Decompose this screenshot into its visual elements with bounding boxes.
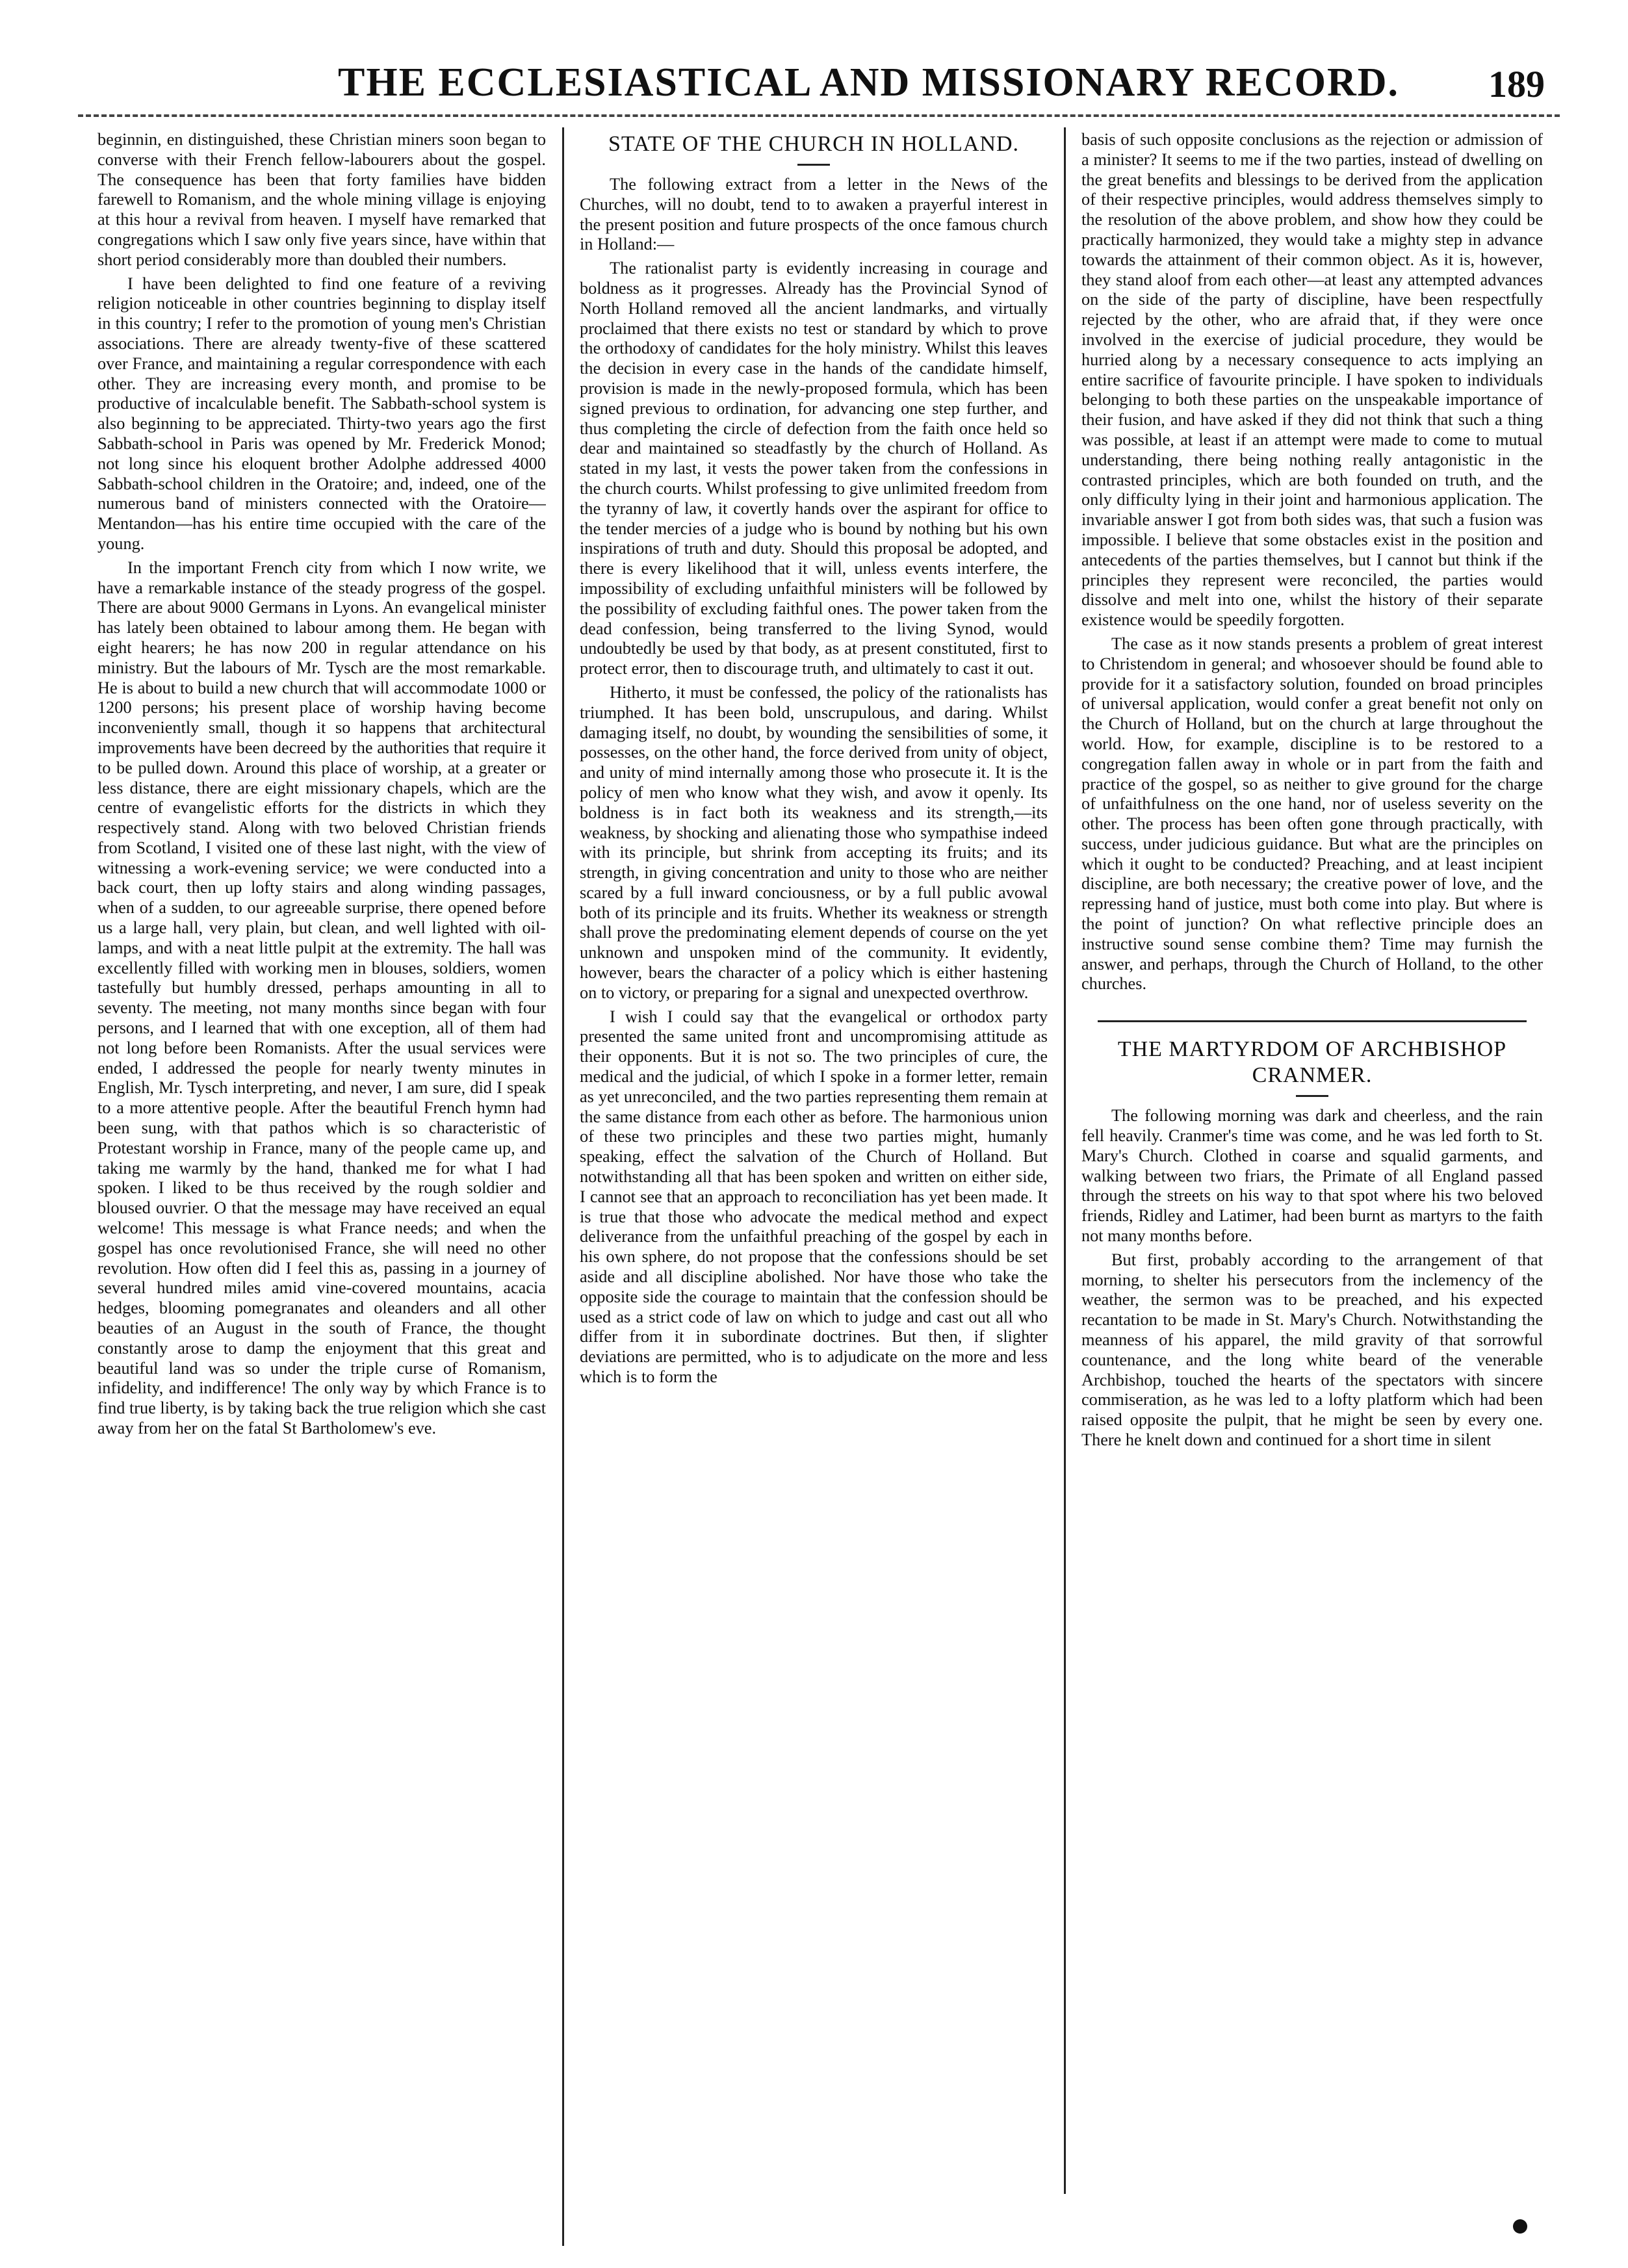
header-rule [78,114,1560,117]
column-left [97,130,546,2236]
paragraph: I have been delighted to find one feature of a reviving religion noticeable in other countries beginning to display itself in this country; I refer to the promotion of young men's Christian associations. There are already twenty-five of these scattered over France, and maintaining a regular correspondence with each other. They are increasing every month, and promise to be productive of incalculable benefit. The Sabbath-school system is also beginning to be appreciated. Thirty-two years ago the first Sabbath-school in Paris was opened by Mr. Frederick Monod; not long since his eloquent brother Adolphe addressed 4000 Sabbath-school children in the Oratoire; and, indeed, one of the numerous band of ministers connected with the Oratoire—Mentandon—has his entire time occupied with the care of the young. [97,274,546,553]
running-title: THE ECCLESIASTICAL AND MISSIONARY RECORD. [338,60,1400,105]
paragraph: But first, probably according to the arrangement of that morning, to shelter his persecutors from the inclemency of the weather, the sermon was to be preached, and his expected recantation to be made in St. Mary's Church. Notwithstanding the meanness of his apparel, the mild gravity of that sorrowful countenance, and the long white beard of the venerable Archbishop, touched the hearts of the spectators with sincere commiseration, as he was led to a lofty platform which had been raised opposite the pulpit, that he might be seen by every one. There he knelt down and continued for a short time in silent [1081,1250,1543,1450]
heading-rule [797,164,830,166]
paragraph: The case as it now stands presents a problem of great interest to Christendom in general; and whosoever should be found able to provide for it a satisfactory solution, founded on broad principles of universal application, would confer a great benefit not only on the Church of Holland, but on the church at large throughout the world. How, for example, discipline is to be restored to a congregation fallen away in whole or in part from the faith and practice of the gospel, so as neither to give ground for the charge of unfaithfulness on the one hand, nor of useless severity on the other. The process has been often gone through practically, with success, under judicious guidance. But what are the principles on which it ought to be conducted? Preaching, and at least incipient discipline, are both necessary; the creative power of love, and the repressing hand of justice, must both come into play. But where is the point of junction? On what reflective principle does an instructive sound sense combine them? Time may furnish the answer, and perhaps, through the Church of Holland, to the other churches. [1081,634,1543,994]
heading-rule [1296,1095,1328,1097]
column-rule-right [1064,127,1066,2194]
column-rule-left [562,127,564,2246]
paragraph: basis of such opposite conclusions as the rejection or admission of a minister? It seems to me if the two parties, instead of dwelling on the great benefits and blessings to be derived from the application of their respective principles, would address themselves simply to the resolution of the above problem, and show how they could be practically harmonized, they would take a mighty step in advance towards the attainment of their common object. As it is, however, they stand aloof from each other—at least any attempted advances on the side of the party of discipline, have been respectfully rejected by the other, who are afraid that, if they were once involved in the exercise of judicial procedure, they would be hurried along by a necessary consequence to acts implying an entire sacrifice of favourite principle. I have spoken to individuals belonging to both these parties on the unspeakable importance of their fusion, and have asked if they did not think that such a thing was possible, at least if an attempt were made to come to mutual understanding, there being nothing really antagonistic in the contrasted principles, which are both founded on truth, and the only difficulty lying in their joint and harmonious application. The invariable answer I got from both sides was, that such a fusion was impossible. I believe that some obstacles exist in the position and antecedents of the parties themselves, but I cannot but think if the principles they represent were reconciled, the parties would dissolve and melt into one, whilst the history of their separate existence would be speedily forgotten. [1081,130,1543,630]
paragraph: The rationalist party is evidently increasing in courage and boldness as it progresses. Already has the Provincial Synod of North Holland removed all the ancient landmarks, and virtually proclaimed that there exists no test or standard by which to prove the orthodoxy of candidates for the holy ministry. Whilst this leaves the decision in every case in the hands of the candidate himself, provision is made in the newly-proposed formula, which has been signed previous to ordination, for advancing one step further, and thus completing the circle of defection from the faith once held so dear and maintained so steadfastly by the church of Holland. As stated in my last, it vests the power taken from the confessions in the church courts. Whilst professing to give unlimited freedom from the tyranny of law, it covertly hands over the aspirant for office to the tender mercies of a judge who is bound by nothing but his own inspirations of truth and duty. Should this proposal be adopted, and there is every likelihood that it will, unless events interfere, the impossibility of excluding unfaithful ministers will be followed by the possibility of excluding faithful ones. The power taken from the dead confession, being transferred to the living Synod, would undoubtedly be used by that body, as at present constituted, first to protect error, then to discourage truth, and ultimately to cast it out. [580,259,1048,678]
article-heading-holland: STATE OF THE CHURCH IN HOLLAND. [608,132,1020,156]
paragraph: I wish I could say that the evangelical or orthodox party presented the same united front and uncompromising attitude as their opponents. But it is not so. The two principles of cure, the medical and the judicial, of which I spoke in a former letter, remain as yet unreconciled, and the two parties representing them remain at the same distance from each other as before. The harmonious union of these two principles and these two parties might, humanly speaking, effect the salvation of the Church of Holland. But notwithstanding all that has been spoken and written on either side, I cannot see that an approach to reconciliation has yet been made. It is true that those who advocate the medical method and expect deliverance from the unfaithful preaching of the gospel by each in his own sphere, do not propose that the confessions should be set aside and all discipline abolished. Nor have those who take the opposite side the courage to maintain that the confession should be used as a strict code of law on which to judge and cast out all who differ from it in subordinate doctrines. But then, if slighter deviations are permitted, who is to adjudicate on the more and less which is to form the [580,1007,1048,1387]
column-right [1081,130,1543,2236]
paragraph: The following extract from a letter in the News of the Churches, will no doubt, tend to to awaken a prayerful interest in the present position and future prospects of the once famous church in Holland:— [580,175,1048,254]
paragraph: In the important French city from which I now write, we have a remarkable instance of the steady progress of the gospel. There are about 9000 Germans in Lyons. An evangelical minister has lately been obtained to labour among them. He began with eight hearers; he has now 200 in regular attendance on his ministry. But the labours of Mr. Tysch are the most remarkable. He is about to build a new church that will accommodate 1000 or 1200 persons; his present place of worship having become inconveniently small, though it so happens that architectural improvements have been decreed by the authorities that require it to be pulled down. Around this place of worship, at a greater or less distance, there are eight missionary chapels, which are the centre of evangelistic efforts for the districts in which they respectively stand. Along with two beloved Christian friends from Scotland, I visited one of these last night, with the view of witnessing a work-evening service; we were conducted into a back court, then up lofty stairs and along winding passages, when of a sudden, to our agreeable surprise, there opened before us a large hall, very plain, but clean, and well lighted with oil-lamps, and with a neat little pulpit at the extremity. The hall was excellently filled with working men in blouses, soldiers, women tastefully but humbly dressed, perhaps amounting in all to seventy. The meeting, not many months since began with four persons, and I learned that with one exception, all of them had not long before been Romanists. After the usual services were ended, I addressed the people for nearly twenty minutes in English, Mr. Tysch interpreting, and never, I am sure, did I speak to a more attentive people. After the beautiful French hymn had been sung, with that pathos which is so characteristic of Protestant worship in France, many of the people came up, and taking me warmly by the hand, thanked me for what I had spoken. I liked to be thus received by the rough soldier and bloused ouvrier. O that the message may have received an equal welcome! This message is what France needs; and when the gospel has once revolutionised France, she will need no other revolution. How often did I feel this as, passing in a journey of several hundred miles amid vine-covered mountains, acacia hedges, blooming pomegranates and oleanders and all other beauties of an August in the south of France, the thought constantly arose to damp the enjoyment that this great and beautiful land was so under the triple curse of Romanism, infidelity, and indifference! The only way by which France is to find true liberty, is by taking back the true religion which she cast away from her on the fatal St Bartholomew's eve. [97,558,546,1437]
ink-blot [1513,2219,1527,2234]
column-middle [580,130,1048,2236]
paragraph: beginnin, en distinguished, these Christian miners soon began to converse with their French fellow-labourers about the gospel. The consequence has been that forty families have bidden farewell to Romanism, and the whole mining village is enjoying at this hour a revival from heaven. I myself have remarked that congregations which I saw only five years since, have within that short period considerably more than doubled their numbers. [97,130,546,269]
section-rule [1098,1020,1527,1022]
paragraph: The following morning was dark and cheerless, and the rain fell heavily. Cranmer's time was come, and he was led forth to St. Mary's Church. Clothed in coarse and squalid garments, and walking between two friars, the Primate of all England passed through the streets on his way to that spot where his two beloved friends, Ridley and Latimer, had been burnt as martyrs to the faith not many months before. [1081,1106,1543,1246]
paragraph: Hitherto, it must be confessed, the policy of the rationalists has triumphed. It has been bold, unscrupulous, and daring. Whilst damaging itself, no doubt, by wounding the sensibilities of some, it possesses, on the other hand, the force derived from unity of object, and unity of mind internally among those who prosecute it. It is the policy of men who know what they wish, and avow it openly. Its boldness is in fact both its weakness and its strength,—its weakness, by shocking and alienating those who sympathise indeed with its principle, but shrink from accepting its fruits; and its strength, in giving concentration and unity to those who are neither scared by a full inward conciousness, or by a full public avowal both of its principle and its fruits. Whether its weakness or strength shall prove the predominating element depends of course on the yet unknown and unspoken mind of the community. It evidently, however, bears the character of a policy which is either hastening on to victory, or preparing for a signal and unexpected overthrow. [580,682,1048,1002]
running-head [0,60,1628,112]
page-number: 189 [1488,63,1545,105]
article-heading-cranmer: THE MARTYRDOM OF ARCHBISHOP CRANMER. [1117,1037,1507,1088]
